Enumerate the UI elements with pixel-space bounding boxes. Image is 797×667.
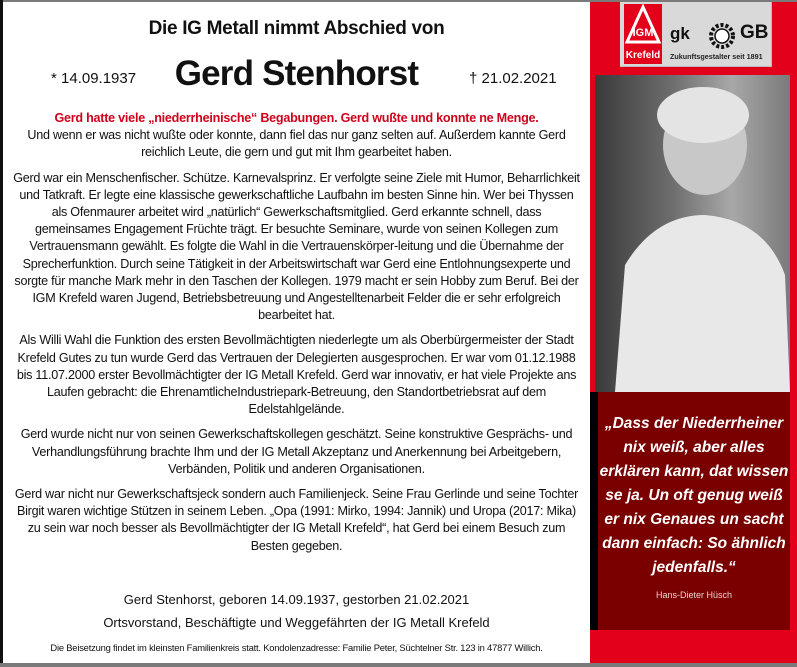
ig-metall-logo <box>624 4 662 64</box>
footer-dates: Gerd Stenhorst, geboren 14.09.1937, gestorben 21.02.2021 <box>123 592 470 607</box>
gb-logo: GB <box>740 22 769 43</box>
logo-block <box>620 2 772 67</box>
gear-icon <box>708 22 736 50</box>
death-date: † 21.02.2021 <box>469 70 557 87</box>
portrait-photo <box>595 75 790 392</box>
paragraph: Gerd war ein Menschenfischer. Schütze. Karnevalsprinz. Er verfolgte seine Ziele mit Humor, Beharrlichkeit und Tatkraft. Er legte eine klassische gewerkschaftliche Laufbahn im besten Sinne hin. Wer bei Thyssen als Ofenmaurer arbeitet wird „natürlich“ Gewerkschaftsmitglied. Gerd erkannte schnell, dass gemeinsames Engagement Früchte trägt. Er besuchte Seminare, wurde von seinen Kollegen zum Vertrauensmann gewählt. Es folgte die Wahl in die Vertrauenskörper-leitung und die Übernahme der Sprecherfunktion. Durch seine Tätigkeit in der Arbeitswirtschaft war Gerd eine Entlohnungsexperte und sorgte für manche Mark mehr in den Taschen der Kollegen. 1979 macht er sein Hobby zum Beruf. Bei der IGM Krefeld waren Jugend, Betriebsbetreuung und Angestelltenarbeit Felder die er sehr erfolgreich bearbeitet hat. <box>13 170 580 323</box>
right-column <box>590 2 797 663</box>
paragraph: Gerd war nicht nur Gewerkschaftsjeck sondern auch Familienjeck. Seine Frau Gerlinde und seine Tochter Birgit waren wichtige Stützen in seinem Leben. „Opa (1991: Mirko, 1994: Jannik) und Uropa (2017: Mika) zu sein war noch besser als Bevollmächtigter der IG Metall Krefeld“, hat Gerd bei einem Besuch zum Besten gegeben. <box>14 487 579 553</box>
obituary-main <box>3 2 590 663</box>
intro-text: Und wenn er was nicht wußte oder konnte, dann fiel das nur ganz selten auf. Außerdem kannte Gerd reichlich Leute, die gern und gut mit Ihm gearbeitet haben. <box>27 128 566 160</box>
paragraph: Gerd wurde nicht nur von seinen Gewerkschaftskollegen geschätzt. Seine konstruktive Gesprächs- und Verhandlungsführung brachte Ihm und der IG Metall Akzeptanz und Anerkennung bei Arbeitgebern, Verbänden, Politik und anderen Organisationen. <box>20 427 573 476</box>
frame-bottom <box>0 663 797 667</box>
paragraph: Als Willi Wahl die Funktion des ersten Bevollmächtigten niederlegte um als Oberbürgermeister der Stadt Krefeld Gutes zu tun wurde Gerd das Vertrauen der Delegierten ausgesprochen. Er war vom 01.12.1988 bis 11.07.2000 erster Bevollmächtigter der IG Metall Krefeld. Gerd war innovativ, er hat viele Projekte ans Laufen gebracht: die EhrenamtlicheIndustriepark-Betreuung, den Standortbetriebsrat auf dem Edelstahlgelände. <box>16 333 577 417</box>
quote-text: „Dass der Niederrheiner nix weiß, aber alles erklären kann, dat wissen se ja. Un oft genug weiß er nix Genaues un sacht dann einfach: So ähnlich jedenfalls.“ <box>599 415 789 576</box>
intro-highlight: Gerd hatte viele „niederrheinische“ Begabungen. Gerd wußte und konnte ne Menge. <box>54 111 539 125</box>
logo-tagline: Zukunftsgestalter seit 1891 <box>670 52 763 61</box>
footer-burial-note: Die Beisetzung findet im kleinsten Familienkreis statt. Kondolenzadresse: Familie Peter, Süchtelner Str. 123 in 47877 Willich. <box>50 642 543 653</box>
quote-box <box>598 392 790 630</box>
obituary-body <box>13 110 580 563</box>
footer-signature: Ortsvorstand, Beschäftigte und Weggefährten der IG Metall Krefeld <box>103 615 490 630</box>
deceased-name: Gerd Stenhorst <box>174 54 419 93</box>
igm-city: Krefeld <box>625 50 661 61</box>
gk-logo: gk <box>670 24 690 43</box>
divider-strip <box>590 392 598 630</box>
quote-author: Hans-Dieter Hüsch <box>655 590 733 600</box>
headline: Die IG Metall nimmt Abschied von <box>148 18 445 39</box>
svg-text:IGM: IGM <box>632 27 654 39</box>
birth-date: * 14.09.1937 <box>51 70 137 87</box>
